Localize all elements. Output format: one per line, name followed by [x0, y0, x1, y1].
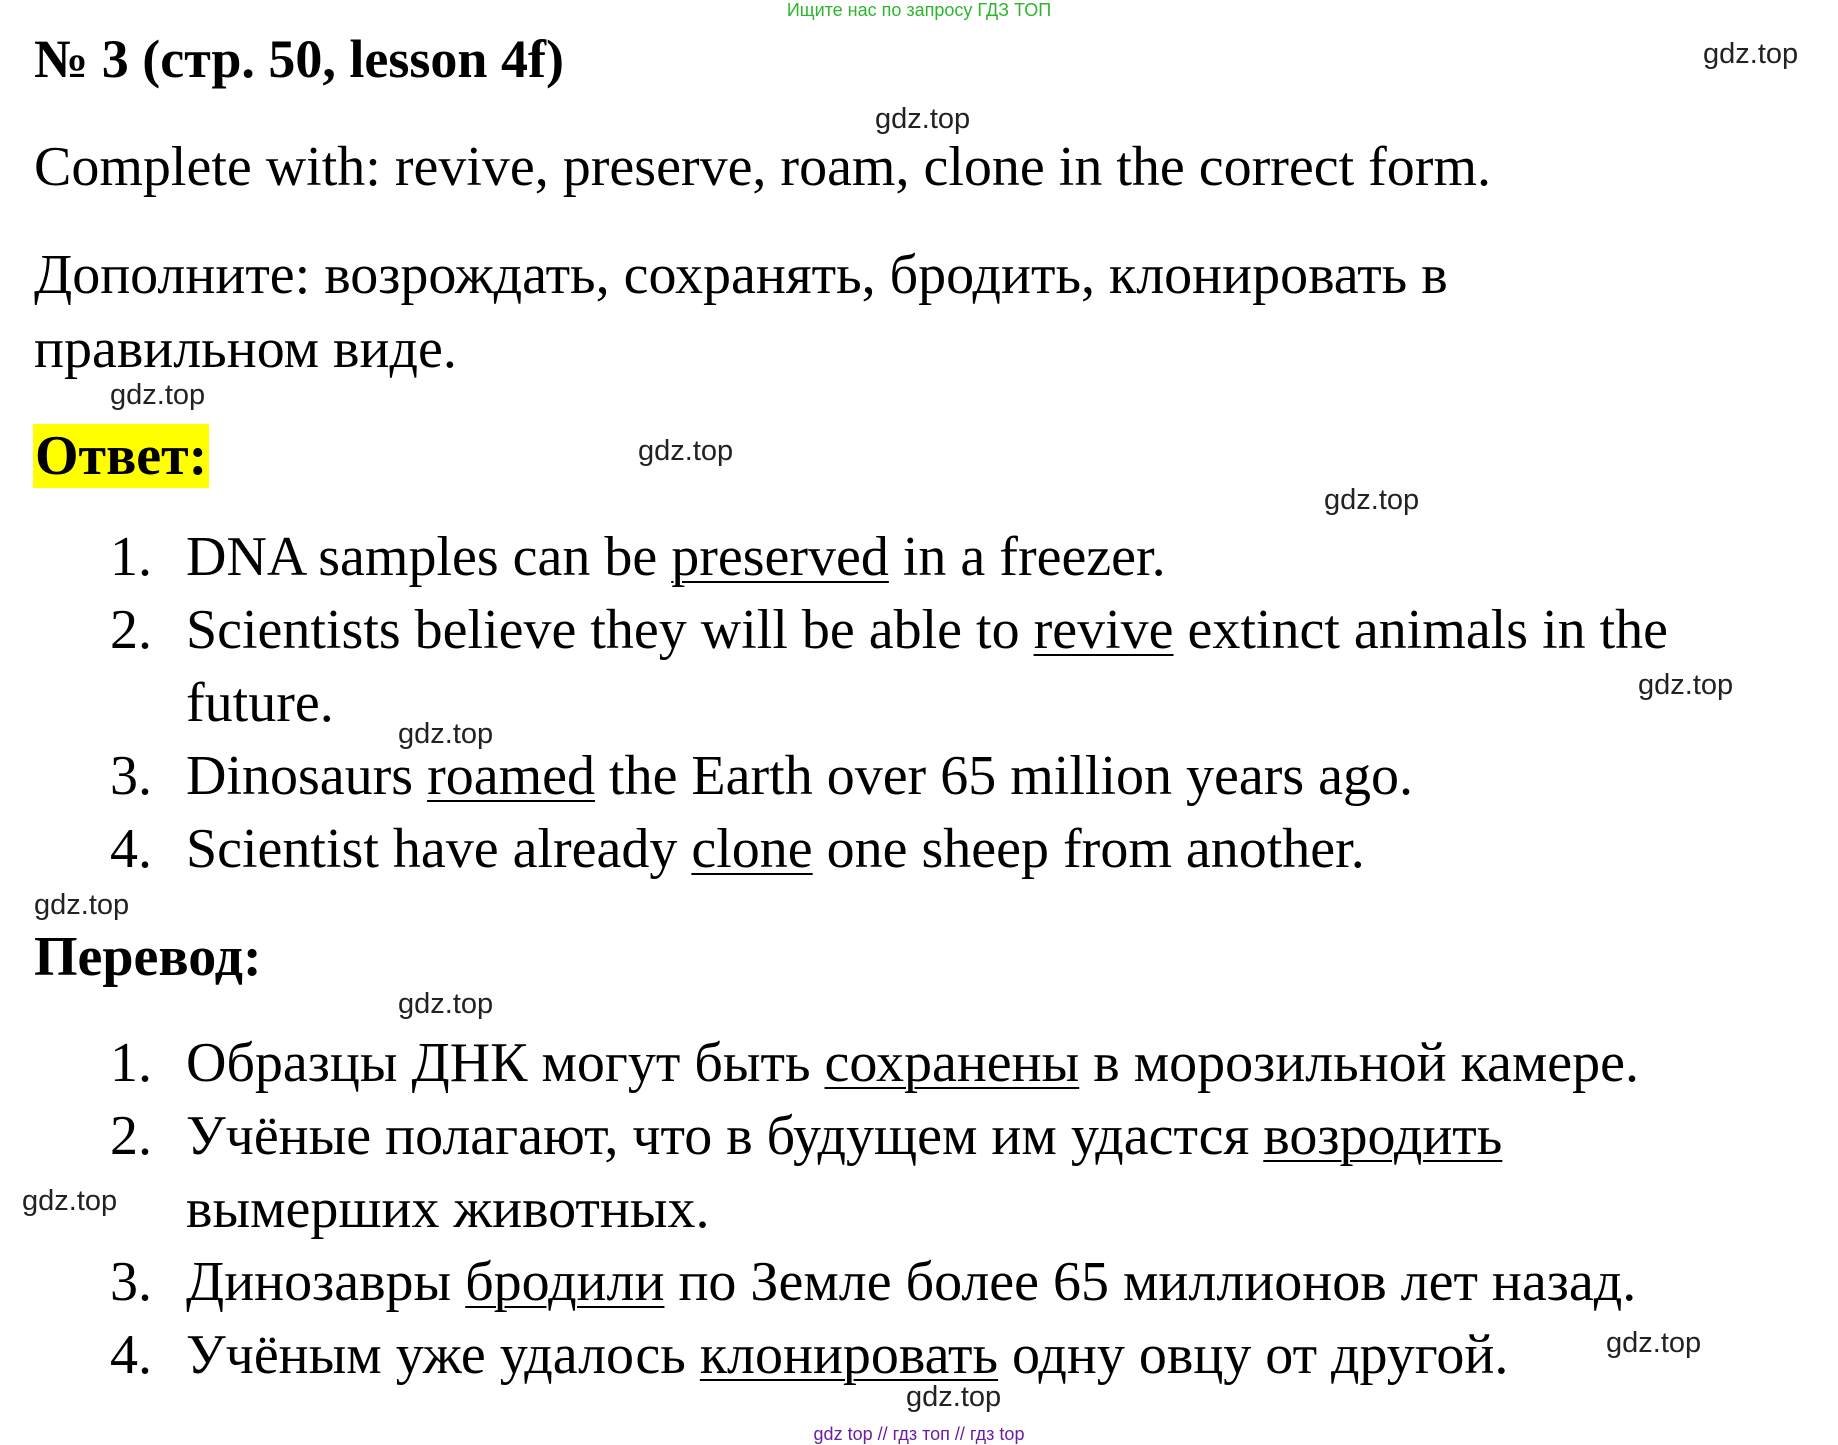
- answer-item: [0, 813, 1766, 886]
- item-number: 1.: [110, 1032, 152, 1094]
- translation-list: [0, 1027, 1766, 1392]
- watermark: gdz.top: [398, 988, 494, 1020]
- answer-label: Ответ:: [35, 425, 208, 487]
- watermark: gdz.top: [34, 889, 130, 921]
- translation-word: клонировать: [699, 1324, 999, 1386]
- answer-item: [0, 740, 1766, 813]
- translation-text: Динозавры: [186, 1251, 466, 1313]
- answer-text: Scientists believe they will be able to: [186, 599, 1034, 661]
- answer-word: preserved: [671, 526, 889, 588]
- answer-text: DNA samples can be: [186, 526, 672, 588]
- answer-item: [0, 521, 1766, 594]
- translation-word: возродить: [1263, 1105, 1503, 1167]
- translation-item: [0, 1246, 1766, 1319]
- translation-text: в морозильной камере.: [1079, 1032, 1640, 1094]
- translation-label: Перевод:: [34, 926, 262, 988]
- answer-text: extinct animals in the future.: [186, 599, 1669, 734]
- watermark: gdz.top: [1638, 669, 1734, 701]
- answer-word: revive: [1033, 599, 1174, 661]
- answer-text: one sheep from another.: [812, 818, 1365, 880]
- answer-text: the Earth over 65 million years ago.: [595, 745, 1414, 807]
- answer-text: in a freezer.: [888, 526, 1166, 588]
- translation-item: [0, 1319, 1766, 1392]
- watermark: gdz.top: [22, 1185, 118, 1217]
- translation-text: одну овцу от другой.: [998, 1324, 1509, 1386]
- translation-text: вымерших животных.: [186, 1178, 710, 1240]
- answer-word: clone: [691, 818, 813, 880]
- watermark: gdz.top: [1606, 1327, 1702, 1359]
- answer-text: Scientist have already: [186, 818, 692, 880]
- translation-item: [0, 1100, 1766, 1246]
- item-number: 1.: [110, 526, 152, 588]
- watermark: gdz.top: [398, 718, 494, 750]
- watermark: gdz.top: [638, 435, 734, 467]
- task-heading: № 3 (стр. 50, lesson 4f): [34, 29, 564, 89]
- translation-item: [0, 1027, 1766, 1100]
- item-number: 3.: [110, 1251, 152, 1313]
- watermark: gdz.top: [875, 103, 971, 135]
- translation-text: Учёным уже удалось: [186, 1324, 700, 1386]
- watermark: gdz.top: [1324, 484, 1420, 516]
- item-number: 2.: [110, 599, 152, 661]
- watermark: gdz.top: [1703, 38, 1799, 70]
- translation-text: Образцы ДНК могут быть: [186, 1032, 825, 1094]
- item-number: 2.: [110, 1105, 152, 1167]
- item-number: 4.: [110, 1324, 152, 1386]
- answer-list: [0, 521, 1766, 886]
- instruction-russian: Дополните: возрождать, сохранять, бродить, клонировать в правильном виде.: [34, 244, 1448, 380]
- top-banner: Ищите нас по запросу ГДЗ ТОП: [786, 0, 1052, 20]
- answer-text: Dinosaurs: [186, 745, 428, 807]
- footer-watermark: gdz top // гдз топ // гдз top: [813, 1424, 1025, 1444]
- translation-word: сохранены: [824, 1032, 1080, 1094]
- translation-text: по Земле более 65 миллионов лет назад.: [664, 1251, 1637, 1313]
- instruction-english: Complete with: revive, preserve, roam, clone in the correct form.: [34, 136, 1492, 198]
- item-number: 3.: [110, 745, 152, 807]
- answer-word: roamed: [427, 745, 596, 807]
- watermark: gdz.top: [906, 1381, 1002, 1413]
- item-number: 4.: [110, 818, 152, 880]
- translation-word: бродили: [465, 1251, 665, 1313]
- translation-text: Учёные полагают, что в будущем им удастся: [186, 1105, 1264, 1167]
- watermark: gdz.top: [110, 379, 206, 411]
- answer-item: [0, 594, 1766, 740]
